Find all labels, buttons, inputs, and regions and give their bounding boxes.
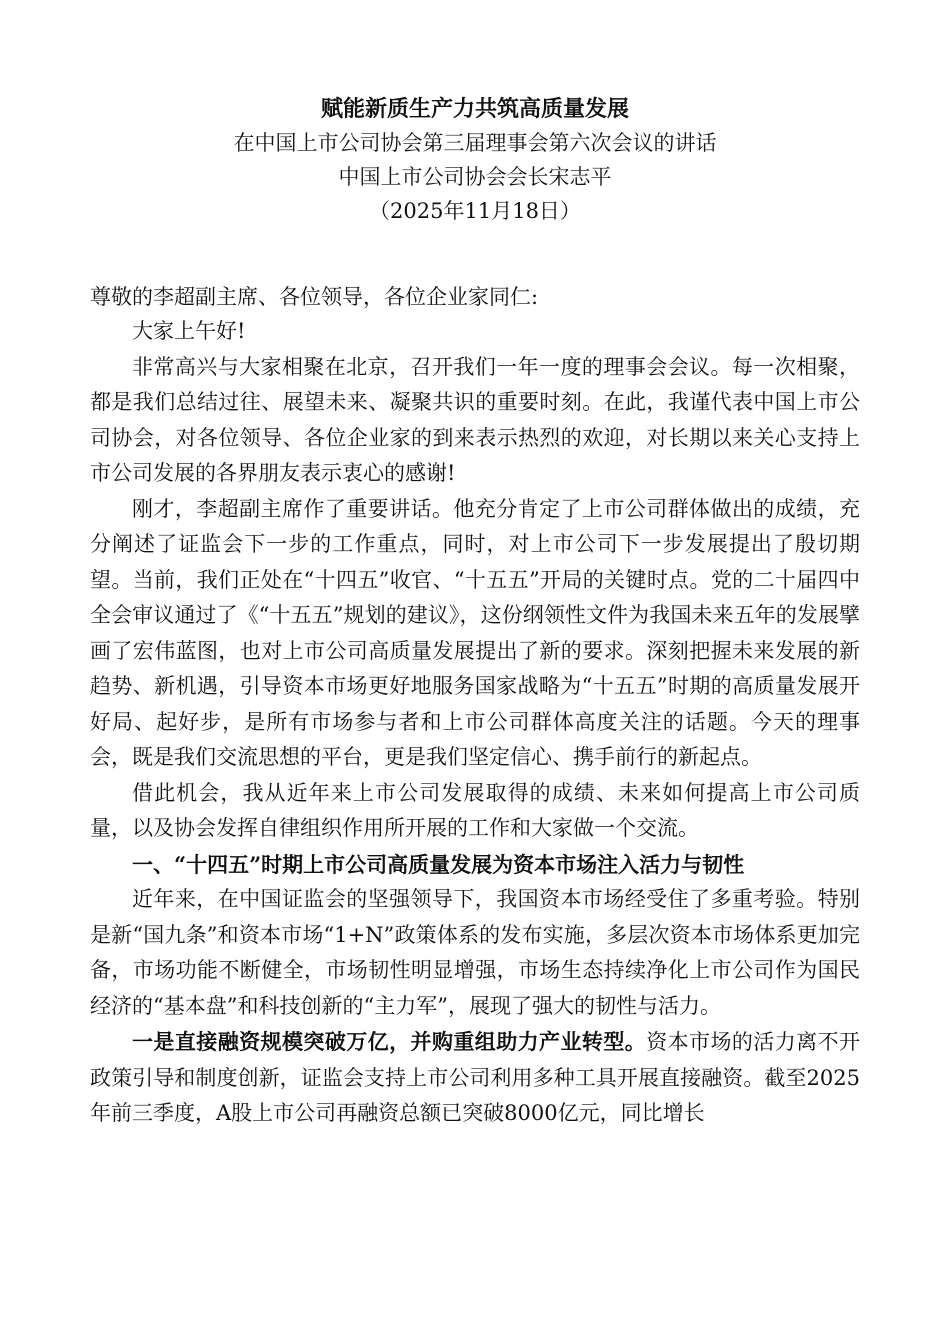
greeting: 大家上午好! [132, 319, 246, 343]
speaker-line: 中国上市公司协会会长宋志平 [338, 165, 612, 189]
salutation: 尊敬的李超副主席、各位领导，各位企业家同仁: [90, 285, 539, 309]
paragraph-context: 刚才，李超副主席作了重要讲话。他充分肯定了上市公司群体做出的成绩，充分阐述了证监会下一步的工作重点，同时，对上市公司下一步发展提出了殷切期望。当前，我们正处在“十四五”收官、“十五五”开局的关键时点。党的二十届四中全会审议通过了《“十五五”规划的建议》，这份纲领性文件为我国未来五年的发展擘画了宏伟蓝图，也对上市公司高质量发展提出了新的要求。深刻把握未来发展的新趋势、新机遇，引导资本市场更好地服务国家战略为“十五五”时期的高质量发展开好局、起好步，是所有市场参与者和上市公司群体高度关注的话题。今天的理事会，既是我们交流思想的平台，更是我们坚定信心、携手前行的新起点。 [90, 496, 860, 769]
point-1-lead: 一是直接融资规模突破万亿，并购重组助力产业转型。 [132, 1029, 647, 1054]
paragraph-outline: 借此机会，我从近年来上市公司发展取得的成绩、未来如何提高上市公司质量，以及协会发挥自律组织作用所开展的工作和大家做一个交流。 [90, 780, 860, 840]
document-body [90, 280, 860, 1132]
point-1-paragraph [90, 1024, 860, 1132]
point-1-text: 资本市场的活力离不开政策引导和制度创新，证监会支持上市公司利用多种工具开展直接融资。截至2025年前三季度，A股上市公司再融资总额已突破8000亿元，同比增长 [90, 1030, 861, 1125]
speech-date: （2025年11月18日） [369, 199, 581, 223]
document-title: 赋能新质生产力共筑高质量发展 [320, 96, 629, 122]
speech-occasion: 在中国上市公司协会第三届理事会第六次会议的讲话 [233, 131, 717, 155]
paragraph-opening: 非常高兴与大家相聚在北京，召开我们一年一度的理事会会议。每一次相聚，都是我们总结过往、展望未来、凝聚共识的重要时刻。在此，我谨代表中国上市公司协会，对各位领导、各位企业家的到来表示热烈的欢迎，对长期以来关心支持上市公司发展的各界朋友表示衷心的感谢! [90, 354, 860, 485]
section-1-paragraph: 近年来，在中国证监会的坚强领导下，我国资本市场经受住了多重考验。特别是新“国九条”和资本市场“1+N”政策体系的发布实施，多层次资本市场体系更加完备，市场功能不断健全，市场韧性明显增强，市场生态持续净化上市公司作为国民经济的“基本盘”和科技创新的“主力军”，展现了强大的韧性与活力。 [90, 887, 860, 1018]
section-heading-1: 一、“十四五”时期上市公司高质量发展为资本市场注入活力与韧性 [132, 851, 745, 877]
document-header [0, 92, 950, 228]
